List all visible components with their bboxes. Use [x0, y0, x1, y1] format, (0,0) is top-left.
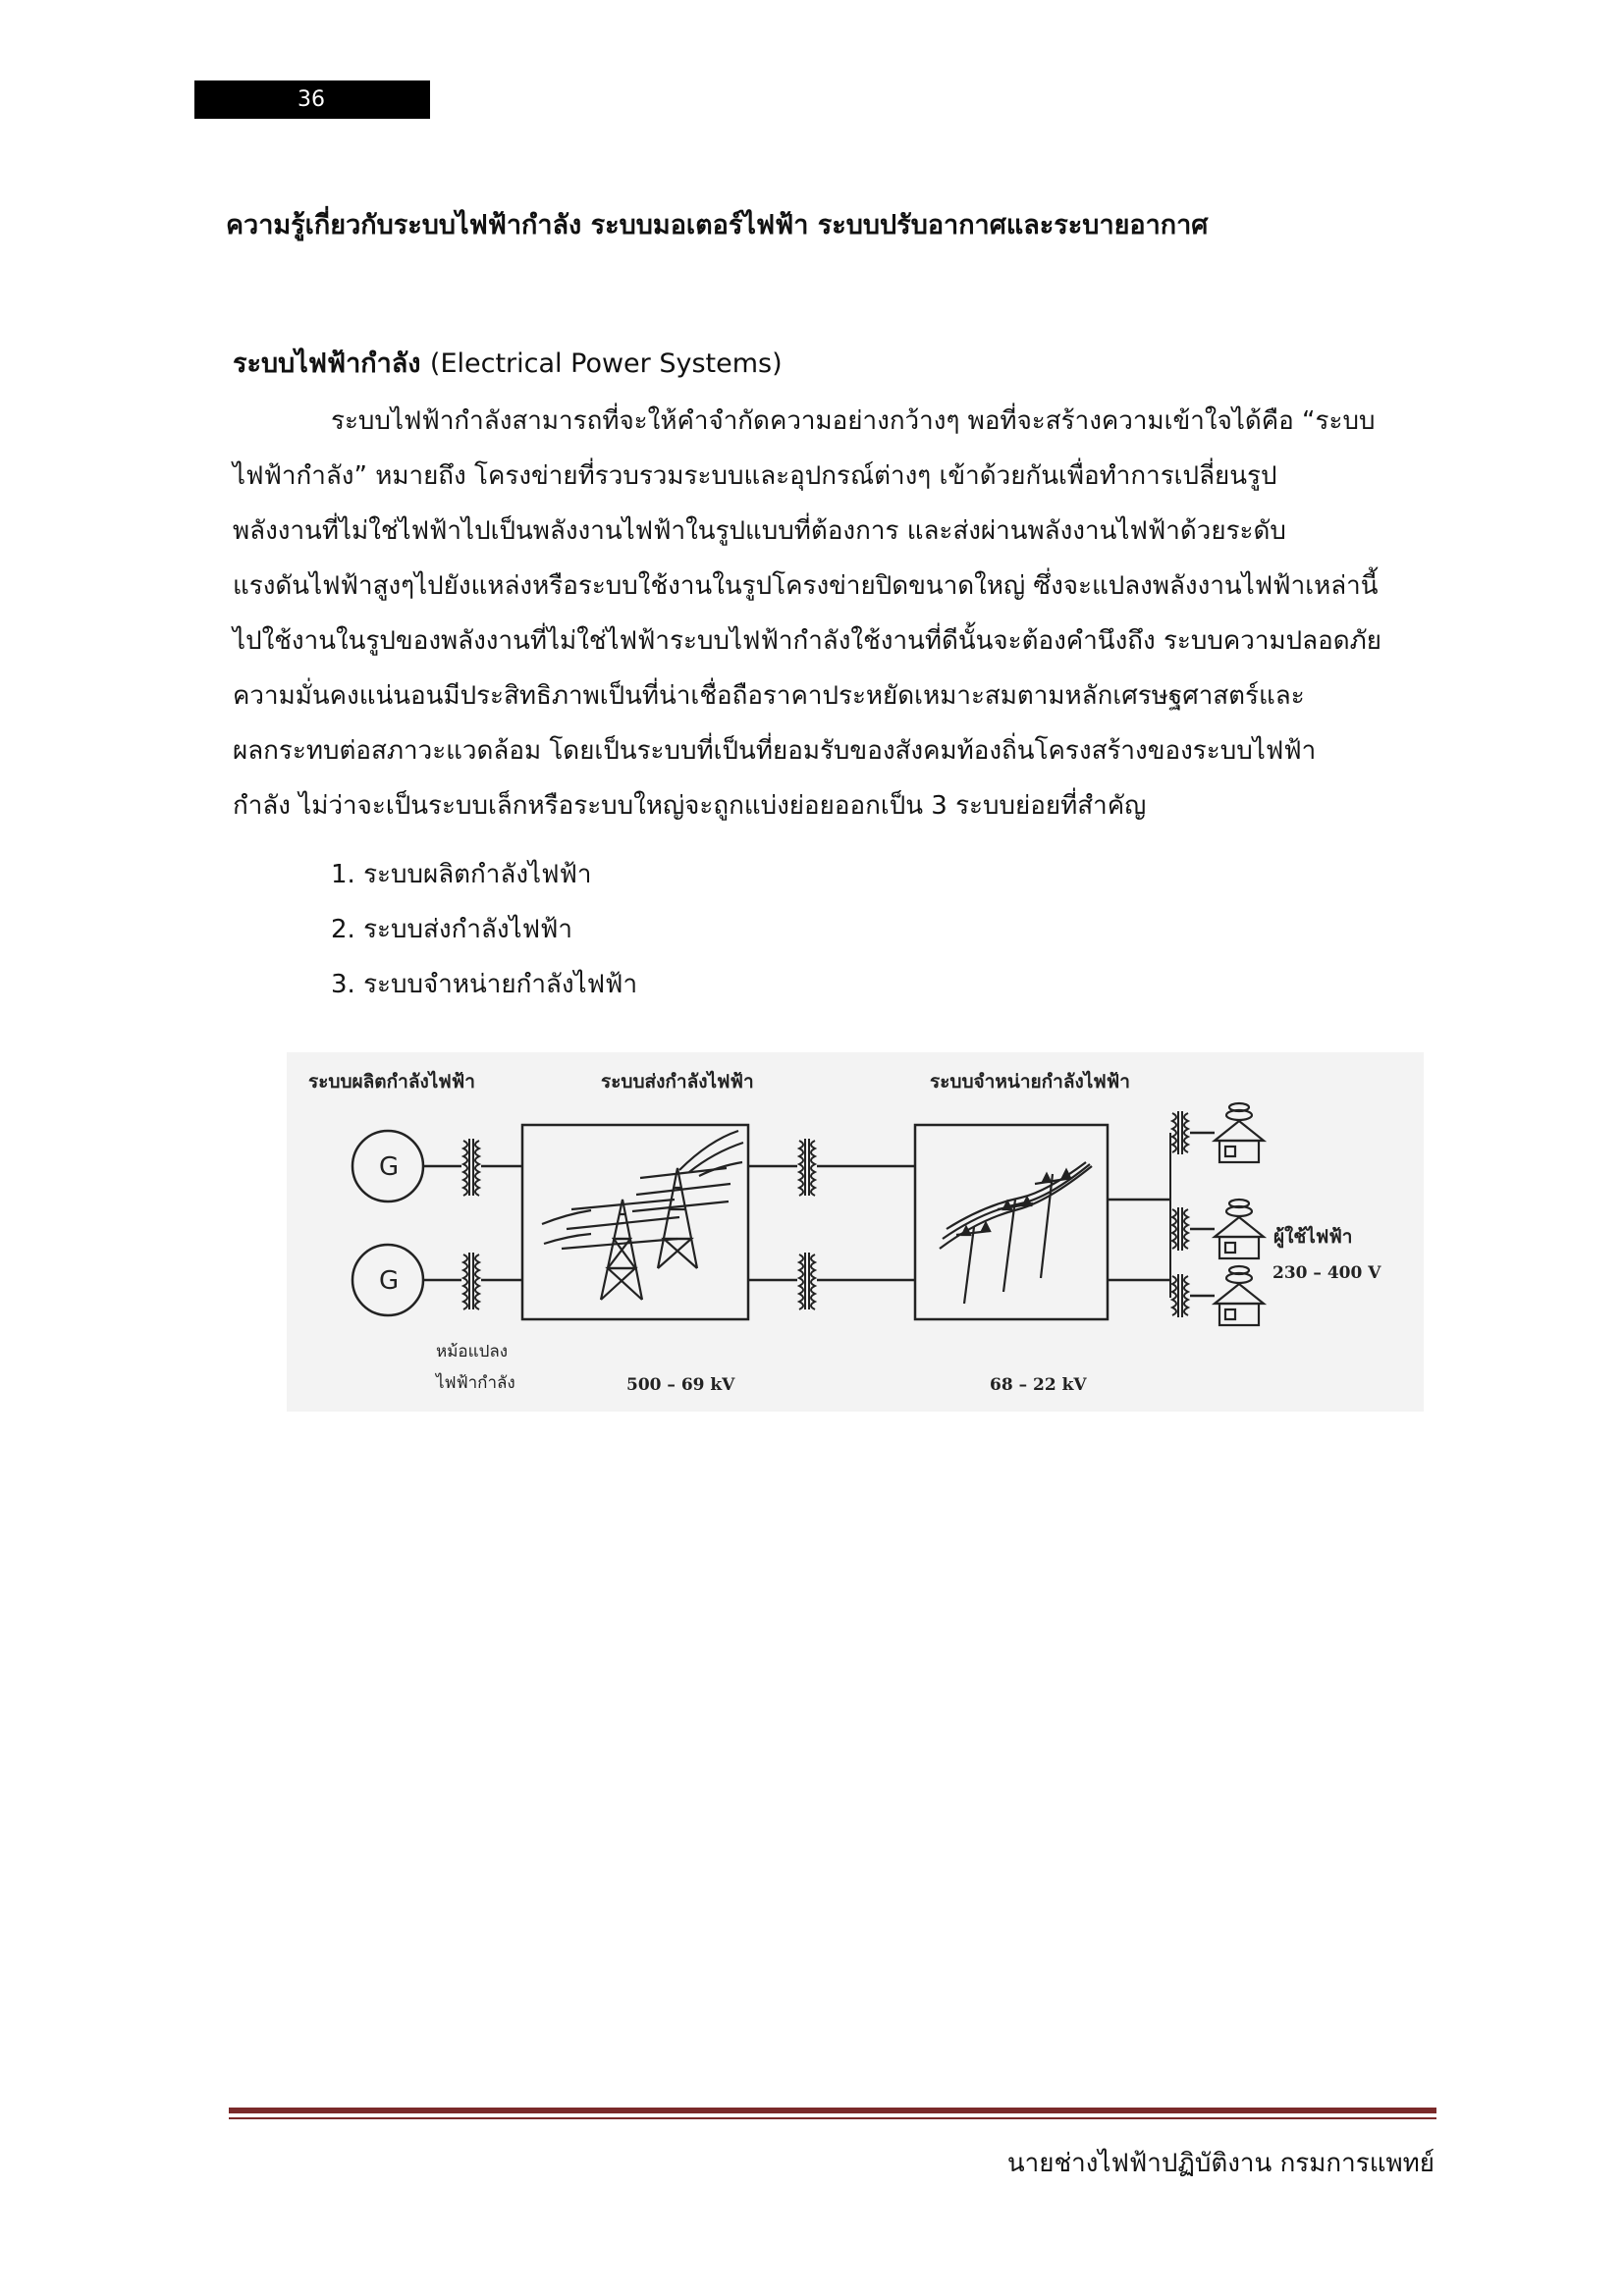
transmission-voltage-label: 500 – 69 kV — [626, 1375, 735, 1395]
list-item: 1. ระบบผลิตกำลังไฟฟ้า — [331, 860, 592, 889]
generator-symbol: G — [379, 1152, 400, 1182]
paragraph-line: ระบบไฟฟ้ากำลังสามารถที่จะให้คำจำกัดความอย่างกว้างๆ พอที่จะสร้างความเข้าใจได้คือ “ระบบ — [331, 406, 1376, 436]
list-item: 2. ระบบส่งกำลังไฟฟ้า — [331, 915, 573, 944]
footer-divider — [229, 2117, 1436, 2119]
paragraph-line: แรงดันไฟฟ้าสูงๆไปยังแหล่งหรือระบบใช้งานในรูปโครงข่ายปิดขนาดใหญ่ ซึ่งจะแปลงพลังงานไฟฟ้าเหล่านี้ — [233, 571, 1379, 601]
consumer-label: ผู้ใช้ไฟฟ้า — [1273, 1226, 1353, 1248]
footer-text: นายช่างไฟฟ้าปฏิบัติงาน กรมการแพทย์ — [1006, 2149, 1435, 2178]
paragraph-line: กำลัง ไม่ว่าจะเป็นระบบเล็กหรือระบบใหญ่จะถูกแบ่งย่อยออกเป็น 3 ระบบย่อยที่สำคัญ — [233, 791, 1147, 821]
section-heading — [233, 342, 783, 384]
generator-1 — [352, 1131, 423, 1201]
distribution-pole-icon — [940, 1162, 1092, 1304]
house-icon — [1215, 1200, 1264, 1258]
distribution-voltage-label: 68 – 22 kV — [990, 1375, 1087, 1395]
paragraph-line: ความมั่นคงแน่นอนมีประสิทธิภาพเป็นที่น่าเชื่อถือราคาประหยัดเหมาะสมตามหลักเศรษฐศาสตร์และ — [233, 681, 1305, 711]
paragraph-line: ผลกระทบต่อสภาวะแวดล้อม โดยเป็นระบบที่เป็นที่ยอมรับของสังคมท้องถิ่นโครงสร้างของระบบไฟฟ้า — [233, 736, 1317, 766]
transformer-label: ไฟฟ้ากำลัง — [436, 1373, 515, 1393]
transmission-tower-icon — [542, 1131, 743, 1300]
consumer-voltage-label: 230 – 400 V — [1272, 1263, 1381, 1283]
footer-divider — [229, 2108, 1436, 2113]
transformer-icon — [463, 1139, 479, 1196]
transformer-icon — [1172, 1207, 1188, 1251]
power-system-diagram — [287, 1052, 1424, 1412]
transmission-system-label: ระบบส่งกำลังไฟฟ้า — [601, 1071, 754, 1093]
transformer-icon — [799, 1139, 815, 1196]
generator-2 — [352, 1245, 423, 1315]
distribution-system-label: ระบบจำหน่ายกำลังไฟฟ้า — [930, 1071, 1130, 1093]
paragraph-line: พลังงานที่ไม่ใช่ไฟฟ้าไปเป็นพลังงานไฟฟ้าในรูปแบบที่ต้องการ และส่งผ่านพลังงานไฟฟ้าด้วยระดับ — [233, 516, 1286, 546]
house-icon — [1215, 1103, 1264, 1162]
transformer-icon — [463, 1253, 479, 1309]
page-title: ความรู้เกี่ยวกับระบบไฟฟ้ากำลัง ระบบมอเตอร์ไฟฟ้า ระบบปรับอากาศและระบายอากาศ — [226, 210, 1209, 240]
section-heading-english: (Electrical Power Systems) — [429, 348, 783, 379]
generator-symbol: G — [379, 1266, 400, 1296]
page-number-tab: 36 — [194, 80, 430, 119]
list-item: 3. ระบบจำหน่ายกำลังไฟฟ้า — [331, 970, 638, 999]
transformer-icon — [799, 1253, 815, 1309]
paragraph-line: ไปใช้งานในรูปของพลังงานที่ไม่ใช่ไฟฟ้าระบบไฟฟ้ากำลังใช้งานที่ดีนั้นจะต้องคำนึงถึง ระบบความปลอดภัย — [233, 626, 1381, 656]
generation-system-label: ระบบผลิตกำลังไฟฟ้า — [308, 1071, 475, 1093]
house-icon — [1215, 1266, 1264, 1325]
transformer-icon — [1172, 1111, 1188, 1154]
transformer-label: หม้อแปลง — [436, 1342, 509, 1362]
section-heading-thai: ระบบไฟฟ้ากำลัง — [233, 348, 421, 379]
transformer-icon — [1172, 1274, 1188, 1317]
paragraph-line: ไฟฟ้ากำลัง” หมายถึง โครงข่ายที่รวบรวมระบบและอุปกรณ์ต่างๆ เข้าด้วยกันเพื่อทำการเปลี่ยนรูป — [233, 461, 1277, 491]
